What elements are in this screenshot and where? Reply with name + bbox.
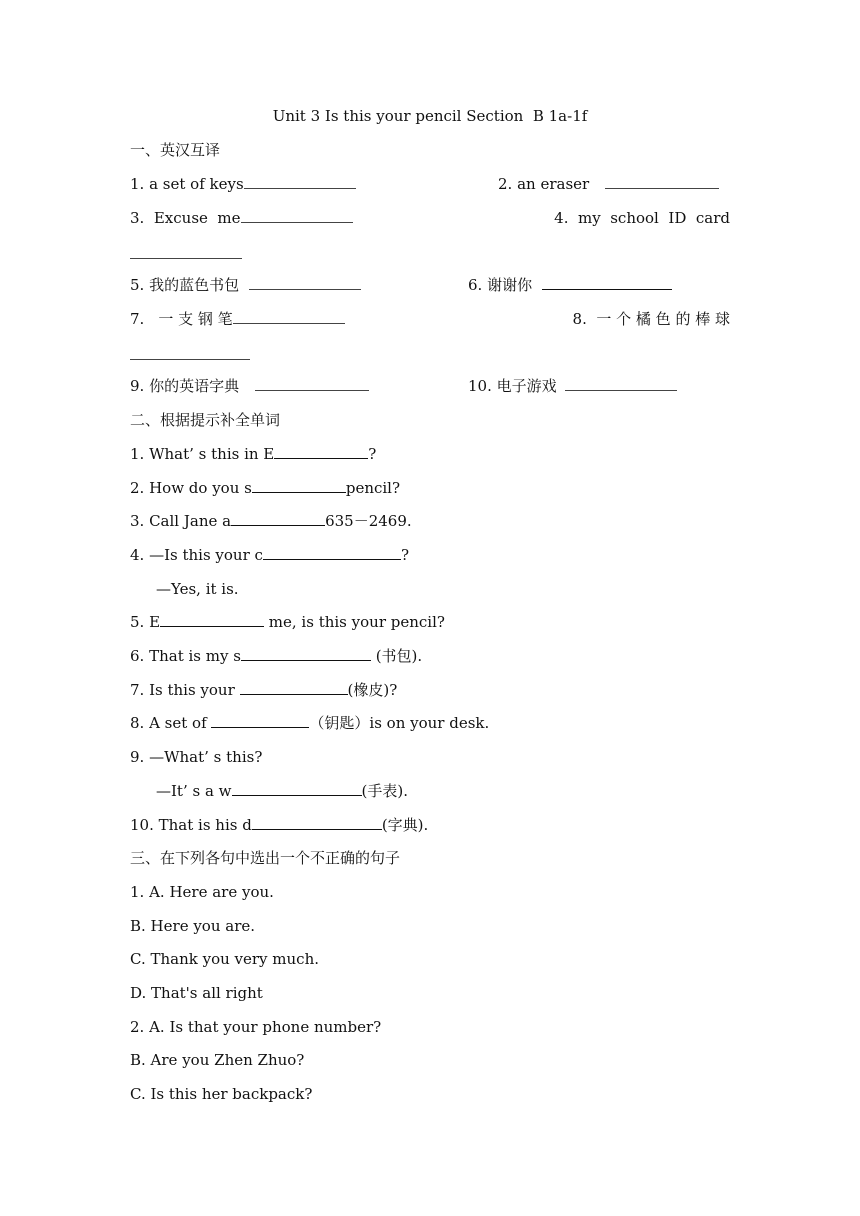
answer-blank[interactable] [565, 376, 677, 391]
answer-blank[interactable] [160, 612, 264, 627]
part2-q9-reply: —It’ s a w (手表). [156, 782, 408, 800]
answer-blank[interactable] [241, 208, 353, 223]
part2-q7: 7. Is this your (橡皮)? [130, 681, 398, 699]
answer-blank[interactable] [241, 646, 371, 661]
part3-option: D. That's all right [130, 984, 263, 1002]
part2-q4-reply: —Yes, it is. [156, 580, 239, 598]
answer-blank[interactable] [233, 309, 345, 324]
part2-q3: 3. Call Jane a 635－2469. [130, 512, 412, 530]
part3-option: B. Are you Zhen Zhuo? [130, 1051, 305, 1069]
answer-blank[interactable] [130, 345, 250, 360]
part3-option: C. Is this her backpack? [130, 1085, 313, 1103]
answer-blank[interactable] [542, 275, 672, 290]
part1-q7: 7. 一 支 钢 笔 [130, 309, 345, 329]
part3-option: 1. A. Here are you. [130, 883, 274, 901]
part3-option: C. Thank you very much. [130, 950, 320, 968]
answer-blank[interactable] [130, 244, 242, 259]
section-2-heading: 二、根据提示补全单词 [130, 411, 281, 429]
section-3-heading: 三、在下列各句中选出一个不正确的句子 [130, 849, 401, 867]
answer-blank[interactable] [274, 444, 368, 459]
answer-blank[interactable] [211, 713, 309, 728]
answer-blank[interactable] [263, 545, 401, 560]
part2-q9: 9. —What’ s this? [130, 748, 263, 766]
answer-blank[interactable] [231, 511, 325, 526]
part1-q5: 5. 我的蓝色书包 [130, 275, 361, 295]
part2-q4: 4. —Is this your c ? [130, 546, 409, 564]
answer-blank[interactable] [252, 478, 346, 493]
answer-blank[interactable] [232, 781, 362, 796]
part1-q2: 2. an eraser [498, 174, 719, 194]
part2-q1: 1. What’ s this in E ? [130, 445, 377, 463]
section-1-heading: 一、英汉互译 [130, 141, 221, 159]
part2-q10: 10. That is his d (字典). [130, 816, 429, 834]
part3-option: B. Here you are. [130, 917, 256, 935]
part1-q3: 3. Excuse me [130, 208, 353, 228]
part2-q5: 5. E me, is this your pencil? [130, 613, 445, 631]
part1-q8-blank-line [130, 345, 250, 365]
part2-q8: 8. A set of （钥匙）is on your desk. [130, 714, 490, 732]
answer-blank[interactable] [240, 680, 348, 695]
answer-blank[interactable] [249, 275, 361, 290]
part1-q4: 4. my school ID card [554, 209, 730, 227]
answer-blank[interactable] [255, 376, 369, 391]
part1-q10: 10. 电子游戏 [468, 376, 677, 396]
answer-blank[interactable] [244, 174, 356, 189]
part3-option: 2. A. Is that your phone number? [130, 1018, 382, 1036]
page-title: Unit 3 Is this your pencil Section B 1a-1f [272, 107, 588, 125]
answer-blank[interactable] [252, 815, 382, 830]
part2-q2: 2. How do you s pencil? [130, 479, 401, 497]
part2-q6: 6. That is my s (书包). [130, 647, 423, 665]
part1-q1: 1. a set of keys [130, 174, 356, 194]
part1-q8: 8. 一 个 橘 色 的 棒 球 [572, 310, 730, 328]
part1-q6: 6. 谢谢你 [468, 275, 672, 295]
answer-blank[interactable] [605, 174, 719, 189]
part1-q4-blank-line [130, 244, 242, 264]
part1-q9: 9. 你的英语字典 [130, 376, 369, 396]
